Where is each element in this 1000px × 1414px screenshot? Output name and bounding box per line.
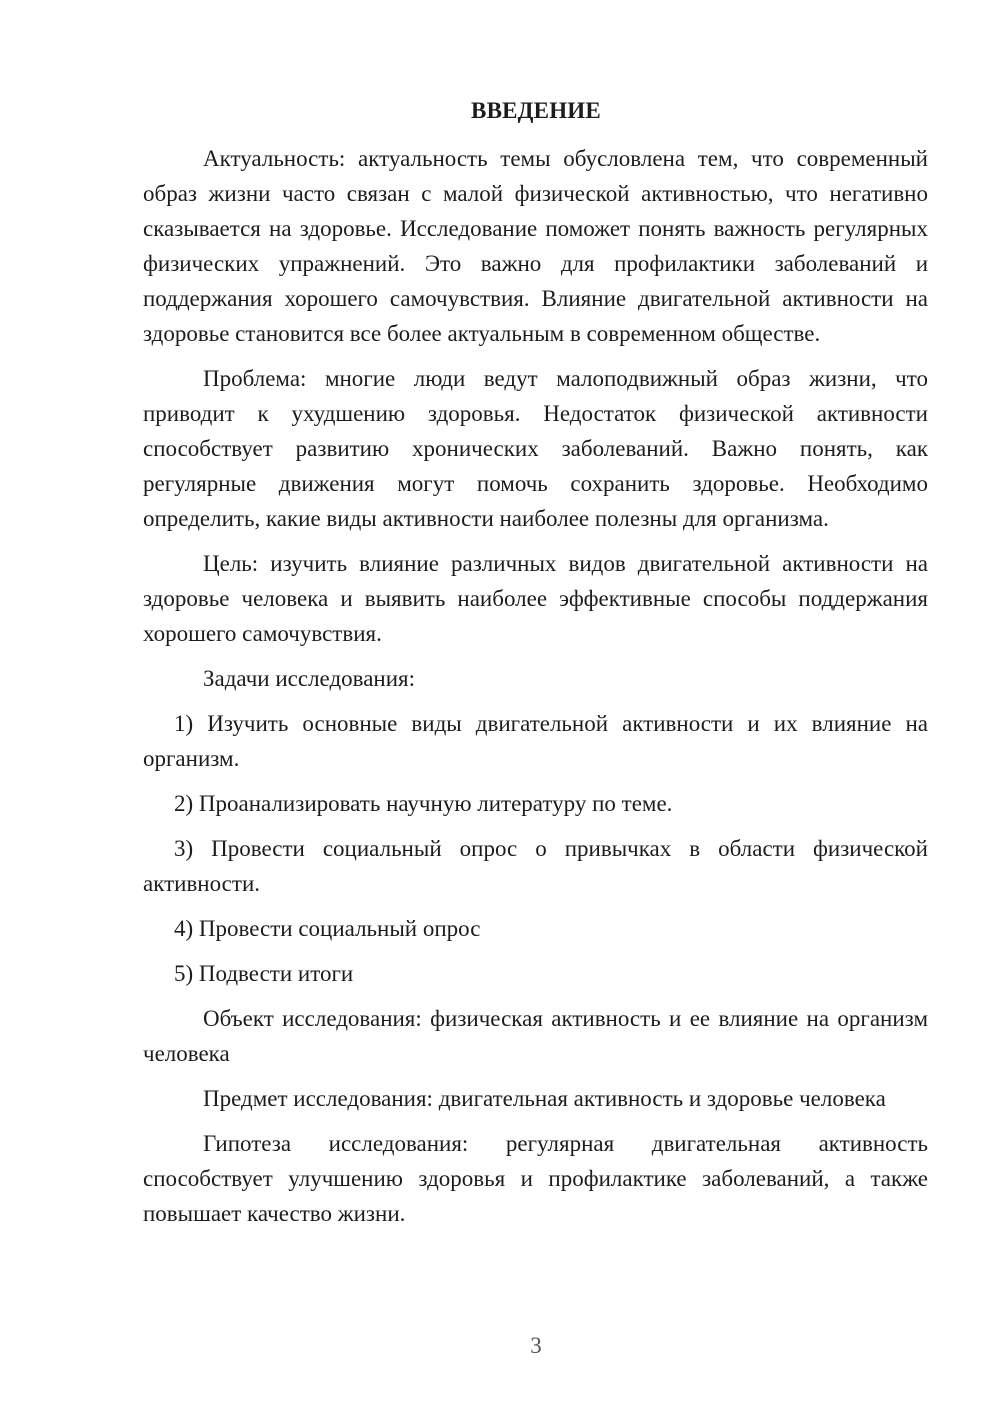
task-item-1: 1) Изучить основные виды двигательной активности и их влияние на организм. — [143, 711, 928, 771]
hypothesis-paragraph: Гипотеза исследования: регулярная двигательная активность способствует улучшению здоровья и профилактике заболеваний, а также повышает качество жизни. — [143, 1131, 928, 1226]
page-number: 3 — [530, 1333, 542, 1358]
task-item-5: 5) Подвести итоги — [174, 961, 354, 986]
section-body — [143, 141, 928, 1231]
task-item-4: 4) Провести социальный опрос — [174, 916, 481, 941]
relevance-paragraph: Актуальность: актуальность темы обусловлена тем, что современный образ жизни часто связан с малой физической активностью, что негативно сказывается на здоровье. Исследование поможет понять важность регулярных физических упражнений. Это важно для профилактики заболеваний и поддержания хорошего самочувствия. Влияние двигательной активности на здоровье становится все более актуальным в современном обществе. — [143, 146, 928, 346]
object-paragraph: Объект исследования: физическая активность и ее влияние на организм человека — [143, 1006, 928, 1066]
section-title: ВВЕДЕНИЕ — [471, 98, 601, 123]
task-item-2: 2) Проанализировать научную литературу по теме. — [174, 791, 673, 816]
task-item-3: 3) Провести социальный опрос о привычках в области физической активности. — [143, 836, 928, 896]
goal-paragraph: Цель: изучить влияние различных видов двигательной активности на здоровье человека и выявить наиболее эффективные способы поддержания хорошего самочувствия. — [143, 551, 928, 646]
subject-paragraph: Предмет исследования: двигательная активность и здоровье человека — [203, 1086, 886, 1111]
problem-paragraph: Проблема: многие люди ведут малоподвижный образ жизни, что приводит к ухудшению здоровья. Недостаток физической активности способствует развитию хронических заболеваний. Важно понять, как регулярные движения могут помочь сохранить здоровье. Необходимо определить, какие виды активности наиболее полезны для организма. — [143, 366, 928, 531]
tasks-heading: Задачи исследования: — [203, 666, 416, 691]
